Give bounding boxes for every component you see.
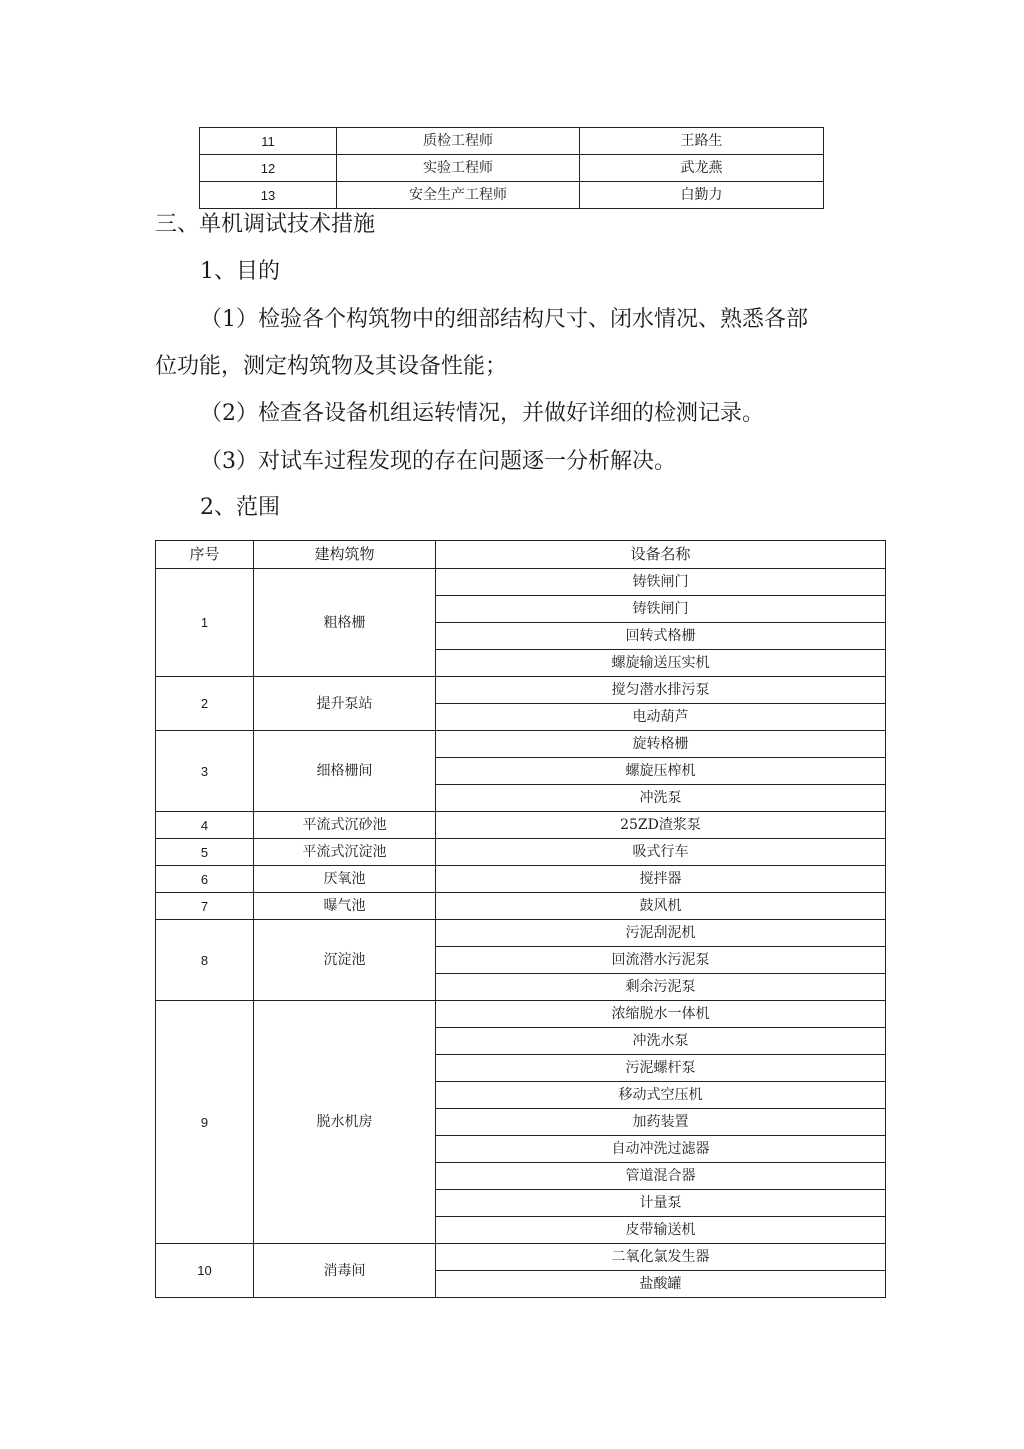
scope-structure: 粗格栅 (254, 569, 436, 677)
scope-no: 3 (156, 731, 254, 812)
scope-row (156, 731, 886, 758)
scope-equipment: 25ZD渣浆泵 (436, 812, 886, 839)
staff-row (200, 182, 824, 209)
scope-equipment: 浓缩脱水一体机 (436, 1001, 886, 1028)
scope-no: 7 (156, 893, 254, 920)
scope-equipment: 二氧化氯发生器 (436, 1244, 886, 1271)
scope-row (156, 1244, 886, 1271)
scope-equipment: 回流潜水污泥泵 (436, 947, 886, 974)
scope-no: 10 (156, 1244, 254, 1298)
staff-name: 王路生 (580, 128, 824, 155)
scope-no: 1 (156, 569, 254, 677)
scope-equipment: 移动式空压机 (436, 1082, 886, 1109)
scope-table-body (156, 569, 886, 1298)
scope-no: 9 (156, 1001, 254, 1244)
scope-no: 8 (156, 920, 254, 1001)
staff-name: 武龙燕 (580, 155, 824, 182)
staff-no: 13 (200, 182, 337, 209)
staff-row (200, 128, 824, 155)
scope-equipment: 铸铁闸门 (436, 569, 886, 596)
scope-equipment: 螺旋压榨机 (436, 758, 886, 785)
scope-structure: 沉淀池 (254, 920, 436, 1001)
scope-equipment: 皮带输送机 (436, 1217, 886, 1244)
staff-no: 11 (200, 128, 337, 155)
purpose-item-2: （2）检查各设备机组运转情况，并做好详细的检测记录。 (200, 401, 764, 426)
staff-role: 安全生产工程师 (337, 182, 580, 209)
scope-equipment: 回转式格栅 (436, 623, 886, 650)
scope-equipment: 电动葫芦 (436, 704, 886, 731)
scope-equipment: 旋转格栅 (436, 731, 886, 758)
header-structure: 建构筑物 (254, 541, 436, 569)
staff-table (199, 127, 824, 209)
scope-structure: 厌氧池 (254, 866, 436, 893)
scope-equipment: 搅拌器 (436, 866, 886, 893)
scope-equipment: 吸式行车 (436, 839, 886, 866)
scope-equipment: 加药装置 (436, 1109, 886, 1136)
scope-table-header (156, 541, 886, 569)
scope-equipment: 计量泵 (436, 1190, 886, 1217)
scope-row (156, 920, 886, 947)
scope-table-header-row (156, 541, 886, 569)
scope-no: 5 (156, 839, 254, 866)
scope-equipment: 铸铁闸门 (436, 596, 886, 623)
staff-role: 实验工程师 (337, 155, 580, 182)
staff-role: 质检工程师 (337, 128, 580, 155)
scope-row (156, 812, 886, 839)
scope-equipment: 剩余污泥泵 (436, 974, 886, 1001)
header-no: 序号 (156, 541, 254, 569)
scope-row (156, 569, 886, 596)
scope-no: 6 (156, 866, 254, 893)
scope-equipment: 管道混合器 (436, 1163, 886, 1190)
scope-equipment: 污泥刮泥机 (436, 920, 886, 947)
scope-structure: 提升泵站 (254, 677, 436, 731)
scope-row (156, 839, 886, 866)
scope-equipment: 冲洗水泵 (436, 1028, 886, 1055)
scope-heading: 2、范围 (200, 495, 280, 520)
scope-no: 4 (156, 812, 254, 839)
scope-equipment: 冲洗泵 (436, 785, 886, 812)
staff-row (200, 155, 824, 182)
scope-equipment: 鼓风机 (436, 893, 886, 920)
scope-structure: 消毒间 (254, 1244, 436, 1298)
scope-structure: 细格栅间 (254, 731, 436, 812)
scope-equipment: 搅匀潜水排污泵 (436, 677, 886, 704)
scope-structure: 曝气池 (254, 893, 436, 920)
purpose-item-1-line-1: （1）检验各个构筑物中的细部结构尺寸、闭水情况、熟悉各部 (200, 307, 808, 332)
staff-table-body (200, 128, 824, 209)
staff-name: 白勤力 (580, 182, 824, 209)
section-heading: 三、单机调试技术措施 (155, 212, 376, 237)
scope-equipment: 螺旋输送压实机 (436, 650, 886, 677)
scope-row (156, 866, 886, 893)
scope-equipment: 污泥螺杆泵 (436, 1055, 886, 1082)
scope-equipment: 自动冲洗过滤器 (436, 1136, 886, 1163)
purpose-item-1-line-2: 位功能，测定构筑物及其设备性能； (155, 354, 508, 379)
scope-structure: 平流式沉淀池 (254, 839, 436, 866)
scope-row (156, 677, 886, 704)
purpose-heading: 1、目的 (200, 259, 280, 284)
scope-row (156, 893, 886, 920)
scope-structure: 平流式沉砂池 (254, 812, 436, 839)
scope-structure: 脱水机房 (254, 1001, 436, 1244)
scope-equipment: 盐酸罐 (436, 1271, 886, 1298)
staff-no: 12 (200, 155, 337, 182)
scope-table (155, 540, 886, 1298)
scope-row (156, 1001, 886, 1028)
scope-no: 2 (156, 677, 254, 731)
header-equipment: 设备名称 (436, 541, 886, 569)
purpose-item-3: （3）对试车过程发现的存在问题逐一分析解决。 (200, 449, 676, 474)
